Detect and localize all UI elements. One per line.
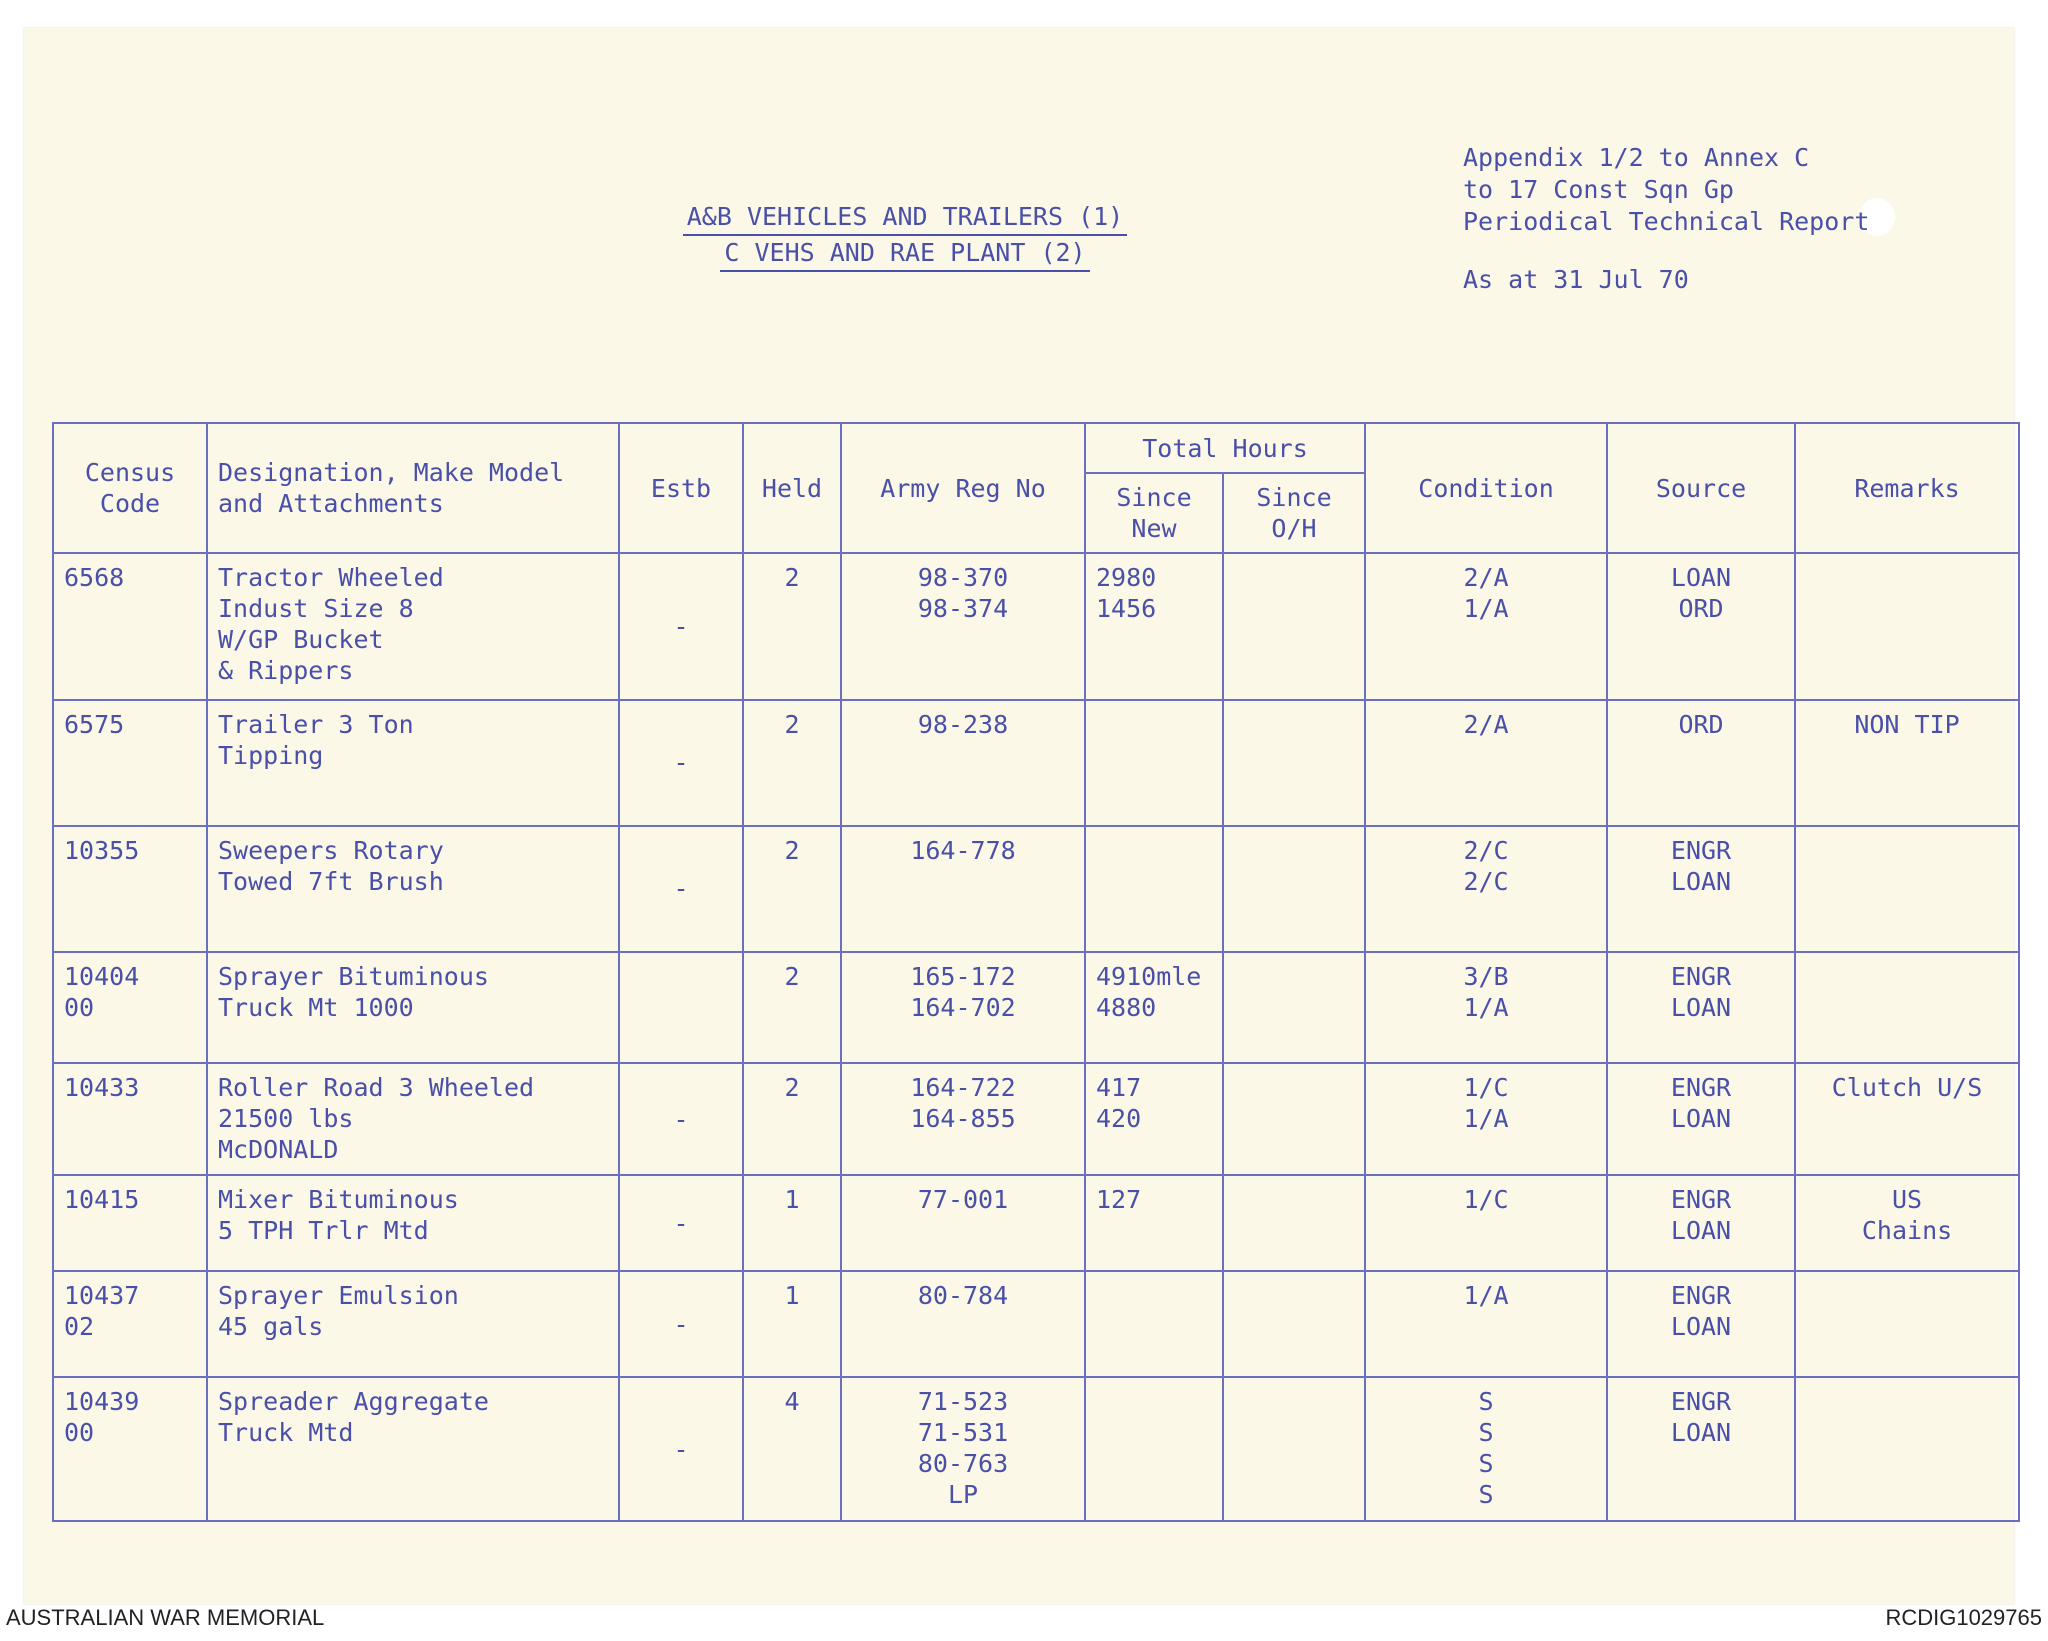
header-since-oh: Since O/H xyxy=(1223,473,1365,553)
cell-source-line: ENGR xyxy=(1670,1281,1732,1311)
cell-remarks-line: Chains xyxy=(1861,1216,1953,1246)
cell-estb: - xyxy=(619,553,743,700)
header-remarks: Remarks xyxy=(1795,423,2019,553)
cell-army-reg-no-line: LP xyxy=(947,1480,979,1510)
cell-remarks-line: NON TIP xyxy=(1854,709,1960,739)
cell-source-line: ORD xyxy=(1678,594,1724,623)
cell-army-reg-no-line: 164-722 xyxy=(910,1073,1016,1103)
cell-since-new xyxy=(1085,1063,1223,1175)
cell-designation-line: W/GP Bucket xyxy=(218,625,384,654)
cell-condition-line: S xyxy=(1478,1418,1494,1448)
cell-since-oh xyxy=(1223,1377,1365,1521)
cell-since-oh xyxy=(1223,1271,1365,1377)
header-army-reg-no: Army Reg No xyxy=(841,423,1085,553)
cell-census-code-line: 02 xyxy=(64,1312,95,1342)
header-census-code: Census Code xyxy=(53,423,207,553)
cell-census-code xyxy=(53,1063,207,1175)
cell-census-code-line: 6568 xyxy=(64,563,125,592)
cell-held: 2 xyxy=(743,826,841,952)
header-designation: Designation, Make Model and Attachments xyxy=(207,423,619,553)
header-condition: Condition xyxy=(1365,423,1607,553)
cell-census-code xyxy=(53,1271,207,1377)
cell-source-line: LOAN xyxy=(1670,866,1732,896)
cell-since-new xyxy=(1085,700,1223,826)
appendix-line: Appendix 1/2 to Annex C xyxy=(1463,143,1810,172)
cell-estb: - xyxy=(619,826,743,952)
cell-condition-line: S xyxy=(1478,1480,1494,1510)
table-row xyxy=(53,1175,2019,1271)
cell-since-new-line: 4910mle xyxy=(1096,962,1202,992)
cell-source-line: ENGR xyxy=(1670,1185,1732,1215)
cell-condition-line: 2/A xyxy=(1463,709,1509,739)
cell-since-new xyxy=(1085,1271,1223,1377)
cell-army-reg-no xyxy=(841,826,1085,952)
table-row xyxy=(53,1377,2019,1521)
cell-army-reg-no xyxy=(841,952,1085,1063)
cell-designation-line: Roller Road 3 Wheeled xyxy=(218,1073,535,1103)
cell-designation xyxy=(207,553,619,700)
cell-condition-line: 1/A xyxy=(1463,993,1509,1023)
cell-condition xyxy=(1365,1063,1607,1175)
cell-source xyxy=(1607,1377,1795,1521)
cell-designation-line: Mixer Bituminous xyxy=(218,1185,459,1215)
cell-condition-line: 2/A xyxy=(1463,563,1509,592)
cell-army-reg-no-line: 98-374 xyxy=(917,594,1009,623)
cell-condition-line: 2/C xyxy=(1463,835,1509,865)
cell-army-reg-no xyxy=(841,1063,1085,1175)
table-row xyxy=(53,1271,2019,1377)
cell-since-oh xyxy=(1223,553,1365,700)
cell-estb: - xyxy=(619,1063,743,1175)
cell-army-reg-no xyxy=(841,700,1085,826)
cell-condition xyxy=(1365,553,1607,700)
appendix-line: to 17 Const Sqn Gp xyxy=(1463,175,1734,204)
cell-source-line: ORD xyxy=(1678,709,1724,739)
header-since-new: Since New xyxy=(1085,473,1223,553)
cell-designation-line: 5 TPH Trlr Mtd xyxy=(218,1216,429,1246)
cell-since-oh xyxy=(1223,700,1365,826)
cell-condition xyxy=(1365,1271,1607,1377)
title-line-2: C VEHS AND RAE PLANT (2) xyxy=(720,236,1089,272)
cell-since-new-line: 4880 xyxy=(1096,993,1157,1023)
header-estb: Estb xyxy=(619,423,743,553)
cell-census-code-line: 10433 xyxy=(64,1073,140,1103)
cell-army-reg-no-line: 80-763 xyxy=(917,1449,1009,1479)
cell-designation-line: Trailer 3 Ton xyxy=(218,709,414,739)
cell-since-new xyxy=(1085,553,1223,700)
cell-remarks xyxy=(1795,700,2019,826)
cell-army-reg-no-line: 80-784 xyxy=(917,1281,1009,1311)
cell-designation-line: Tractor Wheeled xyxy=(218,563,444,592)
cell-condition xyxy=(1365,700,1607,826)
cell-army-reg-no xyxy=(841,1175,1085,1271)
cell-since-oh xyxy=(1223,952,1365,1063)
cell-source xyxy=(1607,700,1795,826)
cell-designation-line: Sweepers Rotary xyxy=(218,835,444,865)
cell-army-reg-no-line: 164-778 xyxy=(910,835,1016,865)
cell-condition-line: 1/A xyxy=(1463,1104,1509,1134)
cell-census-code xyxy=(53,952,207,1063)
cell-held: 2 xyxy=(743,1063,841,1175)
cell-designation-line: 45 gals xyxy=(218,1312,324,1342)
footer-record-id: RCDIG1029765 xyxy=(1885,1605,2042,1630)
table-row xyxy=(53,952,2019,1063)
table-row xyxy=(53,700,2019,826)
cell-census-code-line: 10404 xyxy=(64,962,140,992)
cell-condition-line: S xyxy=(1478,1387,1494,1417)
cell-held: 4 xyxy=(743,1377,841,1521)
cell-designation xyxy=(207,1377,619,1521)
cell-designation-line: 21500 lbs xyxy=(218,1104,354,1134)
cell-condition-line: 1/A xyxy=(1463,594,1509,623)
cell-since-new-line: 417 xyxy=(1096,1073,1142,1103)
cell-designation-line: Sprayer Bituminous xyxy=(218,962,489,992)
cell-source-line: LOAN xyxy=(1670,1216,1732,1246)
cell-estb: - xyxy=(619,1175,743,1271)
vehicle-plant-table xyxy=(52,422,2020,1522)
cell-estb: - xyxy=(619,1271,743,1377)
cell-held: 1 xyxy=(743,1271,841,1377)
as-at-date: As at 31 Jul 70 xyxy=(1463,265,1689,294)
cell-army-reg-no xyxy=(841,553,1085,700)
cell-designation xyxy=(207,700,619,826)
table-row xyxy=(53,553,2019,700)
cell-source-line: LOAN xyxy=(1670,1418,1732,1448)
cell-army-reg-no-line: 71-531 xyxy=(917,1418,1009,1448)
header-held: Held xyxy=(743,423,841,553)
cell-army-reg-no-line: 98-370 xyxy=(917,563,1009,592)
cell-held: 2 xyxy=(743,553,841,700)
cell-designation xyxy=(207,952,619,1063)
cell-source xyxy=(1607,1175,1795,1271)
cell-condition-line: 1/C xyxy=(1463,1185,1509,1215)
cell-census-code-line: 6575 xyxy=(64,709,125,739)
cell-since-new xyxy=(1085,826,1223,952)
cell-army-reg-no xyxy=(841,1271,1085,1377)
cell-remarks xyxy=(1795,1271,2019,1377)
cell-designation xyxy=(207,1063,619,1175)
cell-census-code xyxy=(53,826,207,952)
cell-condition-line: S xyxy=(1478,1449,1494,1479)
cell-since-new-line: 420 xyxy=(1096,1104,1142,1134)
cell-source-line: ENGR xyxy=(1670,1073,1732,1103)
appendix-reference xyxy=(1463,142,1869,296)
cell-remarks xyxy=(1795,1063,2019,1175)
cell-census-code xyxy=(53,700,207,826)
cell-army-reg-no-line: 98-238 xyxy=(917,709,1009,739)
title-line-1: A&B VEHICLES AND TRAILERS (1) xyxy=(683,200,1128,236)
cell-source xyxy=(1607,952,1795,1063)
cell-held: 2 xyxy=(743,700,841,826)
cell-designation-line: Spreader Aggregate xyxy=(218,1387,489,1417)
cell-army-reg-no-line: 77-001 xyxy=(917,1185,1009,1215)
cell-designation xyxy=(207,1175,619,1271)
cell-condition xyxy=(1365,826,1607,952)
table-row xyxy=(53,826,2019,952)
cell-remarks xyxy=(1795,553,2019,700)
cell-designation xyxy=(207,1271,619,1377)
cell-since-oh xyxy=(1223,1175,1365,1271)
cell-census-code-line: 10437 xyxy=(64,1281,140,1311)
cell-designation-line: Sprayer Emulsion xyxy=(218,1281,459,1311)
cell-estb xyxy=(619,952,743,1063)
document-title xyxy=(665,200,1145,272)
cell-remarks xyxy=(1795,826,2019,952)
cell-condition-line: 1/C xyxy=(1463,1073,1509,1103)
cell-condition xyxy=(1365,952,1607,1063)
cell-remarks xyxy=(1795,1377,2019,1521)
cell-census-code-line: 10439 xyxy=(64,1387,140,1417)
cell-condition-line: 1/A xyxy=(1463,1281,1509,1311)
footer-institution: AUSTRALIAN WAR MEMORIAL xyxy=(6,1605,325,1630)
cell-source-line: ENGR xyxy=(1670,835,1732,865)
cell-source-line: LOAN xyxy=(1670,993,1732,1023)
appendix-line: Periodical Technical Report xyxy=(1463,207,1870,236)
cell-designation-line: & Rippers xyxy=(218,656,354,685)
cell-army-reg-no-line: 164-855 xyxy=(910,1104,1016,1134)
cell-census-code-line: 10415 xyxy=(64,1185,140,1215)
cell-source-line: LOAN xyxy=(1670,1312,1732,1342)
cell-source xyxy=(1607,1063,1795,1175)
cell-remarks-line: US xyxy=(1891,1185,1923,1215)
cell-census-code-line: 00 xyxy=(64,993,95,1023)
cell-army-reg-no-line: 165-172 xyxy=(910,962,1016,992)
cell-census-code xyxy=(53,1175,207,1271)
cell-army-reg-no-line: 71-523 xyxy=(917,1387,1009,1417)
table-row xyxy=(53,1063,2019,1175)
cell-remarks-line: Clutch U/S xyxy=(1831,1073,1983,1103)
cell-source-line: LOAN xyxy=(1670,563,1732,592)
cell-remarks xyxy=(1795,1175,2019,1271)
cell-source-line: LOAN xyxy=(1670,1104,1732,1134)
table-body xyxy=(53,553,2019,1521)
cell-census-code xyxy=(53,1377,207,1521)
cell-condition-line: 2/C xyxy=(1463,866,1509,896)
cell-army-reg-no xyxy=(841,1377,1085,1521)
cell-army-reg-no-line: 164-702 xyxy=(910,993,1016,1023)
cell-census-code xyxy=(53,553,207,700)
cell-source xyxy=(1607,1271,1795,1377)
cell-designation-line: McDONALD xyxy=(218,1135,339,1165)
cell-source-line: ENGR xyxy=(1670,1387,1732,1417)
cell-estb: - xyxy=(619,700,743,826)
cell-remarks xyxy=(1795,952,2019,1063)
cell-source xyxy=(1607,826,1795,952)
cell-condition-line: 3/B xyxy=(1463,962,1509,992)
cell-since-new-line: 1456 xyxy=(1096,594,1157,623)
cell-designation-line: Tipping xyxy=(218,740,324,770)
cell-since-new xyxy=(1085,1175,1223,1271)
cell-designation-line: Truck Mt 1000 xyxy=(218,993,414,1023)
cell-designation-line: Truck Mtd xyxy=(218,1418,354,1448)
cell-designation-line: Indust Size 8 xyxy=(218,594,414,623)
cell-since-new-line: 127 xyxy=(1096,1185,1142,1215)
cell-since-oh xyxy=(1223,1063,1365,1175)
cell-since-new xyxy=(1085,952,1223,1063)
cell-since-new xyxy=(1085,1377,1223,1521)
cell-designation xyxy=(207,826,619,952)
header-total-hours: Total Hours xyxy=(1085,423,1365,473)
cell-estb: - xyxy=(619,1377,743,1521)
cell-held: 1 xyxy=(743,1175,841,1271)
header-source: Source xyxy=(1607,423,1795,553)
cell-source xyxy=(1607,553,1795,700)
cell-census-code-line: 10355 xyxy=(64,835,140,865)
cell-since-new-line: 2980 xyxy=(1096,563,1157,592)
cell-condition xyxy=(1365,1175,1607,1271)
cell-held: 2 xyxy=(743,952,841,1063)
cell-designation-line: Towed 7ft Brush xyxy=(218,866,444,896)
cell-condition xyxy=(1365,1377,1607,1521)
cell-source-line: ENGR xyxy=(1670,962,1732,992)
cell-census-code-line: 00 xyxy=(64,1418,95,1448)
cell-since-oh xyxy=(1223,826,1365,952)
